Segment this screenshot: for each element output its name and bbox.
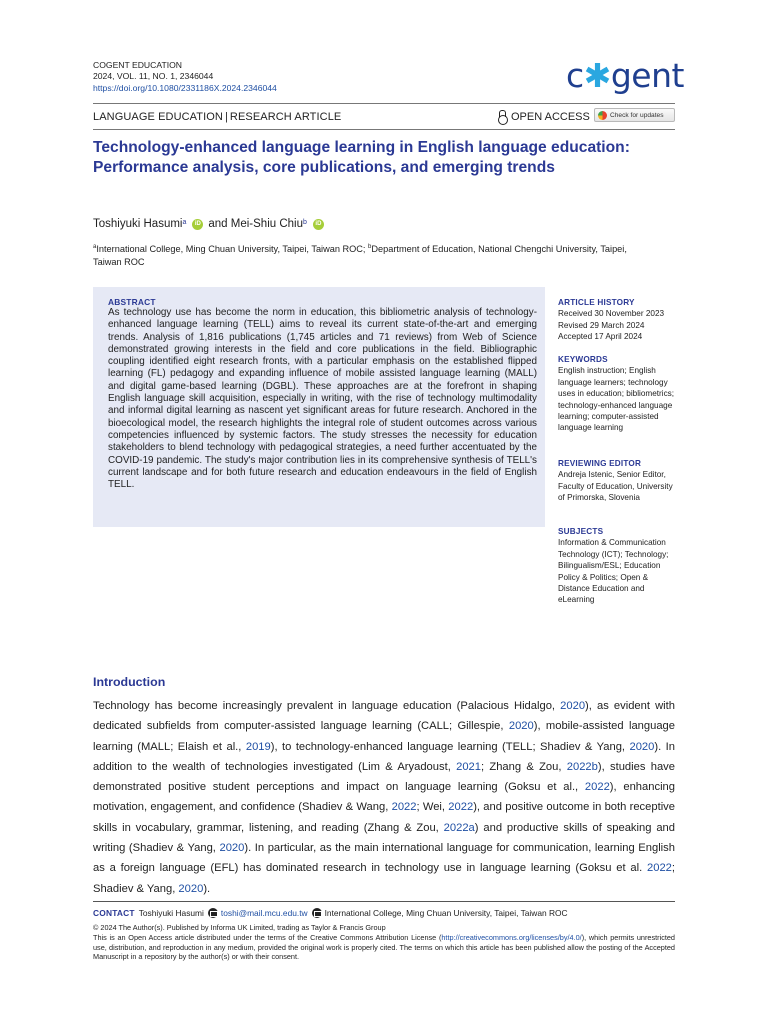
- logo-text-start: c: [566, 56, 584, 95]
- crossmark-icon: [598, 111, 607, 120]
- author-2-affil-mark: b: [303, 218, 307, 226]
- license-link[interactable]: http://creativecommons.org/licenses/by/4.0/: [441, 932, 582, 942]
- footer-rule: [93, 901, 675, 902]
- intro-text-segment: ).: [203, 882, 211, 895]
- introduction-heading: Introduction: [93, 675, 166, 689]
- citation-link[interactable]: 2019: [245, 740, 271, 753]
- author-2[interactable]: and Mei-Shiu Chiu: [208, 218, 303, 230]
- citation-link[interactable]: 2020: [629, 740, 655, 753]
- affil-b-mark: b: [368, 244, 372, 250]
- affiliations: [93, 241, 653, 268]
- citation-link[interactable]: 2022: [647, 862, 672, 875]
- affil-b: Department of Education, National Chengchi University, Taipei, Taiwan ROC: [93, 244, 627, 267]
- citation-link[interactable]: 2020: [219, 842, 245, 855]
- journal-issue: 2024, VOL. 11, NO. 1, 2346044: [93, 71, 214, 82]
- subjects-list: Information & Communication Technology (ICT); Technology; Bilingualism/ESL; Education Policy & Politics; Open & Distance Education and eLearning: [558, 538, 669, 605]
- keywords-heading: KEYWORDS: [558, 355, 608, 364]
- journal-name: COGENT EDUCATION: [93, 60, 182, 70]
- logo-dot-icon: ✱: [583, 56, 611, 95]
- license-text-start: This is an Open Access article distributed under the terms of the Creative Commons Attribution License (: [93, 932, 442, 942]
- intro-text-segment: Technology has become increasingly prevalent in language education (Palacious Hidalgo,: [93, 700, 561, 712]
- author-line: [93, 218, 329, 230]
- intro-text-segment: ), enhancing motivation, engagement, and confidence (Shadiev & Wang,: [93, 781, 675, 814]
- email-icon: [208, 908, 218, 918]
- reviewing-editor-block: [558, 458, 678, 504]
- abstract-text: As technology use has become the norm in education, this bibliometric analysis of technology-enhanced language learning (TELL) aims to reveal its current state-of-the-art and emerging trends. Analysis of 1,816 publications (1,745 articles and 71 reviews) from Web of Science demonstrated growing interests in the field and core publications in the field. Bibliographic coupling identified eight research fronts, with a particular emphasis on the established flipped learning (FL) pedagogy and expanding influence of mobile assisted language learning (MALL) and digital game-based learning (DGBL). These approaches are at the forefront in shaping English language skill acquisition, especially in writing, with the rise of technology multimodality and informal digital learning as nascent yet significant areas for future research. Anchored in the bioecological model, the research highlights the integral role of student outcomes across various competencies influenced by systemic factors. The study stresses the necessity for education stakeholders to blend technology with pedagogical strategies, a need further accentuated by the COVID-19 pandemic. The study's major contribution lies in its comprehensive synthesis of TELL's current landscape and for both future research and education endeavours in the field of English TELL.: [108, 307, 537, 491]
- citation-link[interactable]: 2020: [178, 882, 204, 895]
- intro-text-segment: ; Shadiev & Yang,: [93, 862, 675, 895]
- contact-line: [93, 908, 568, 918]
- subjects-heading: SUBJECTS: [558, 527, 604, 536]
- history-heading: ARTICLE HISTORY: [558, 298, 635, 307]
- doi-link[interactable]: https://doi.org/10.1080/2331186X.2024.2346044: [93, 82, 277, 93]
- article-section: [93, 111, 341, 123]
- citation-link[interactable]: 2022: [584, 781, 610, 794]
- keywords-list: English instruction; English language learners; technology uses in education; bibliometrics; technology-enhanced language learning; computer-assisted language learning: [558, 366, 675, 433]
- citation-link[interactable]: 2022a: [443, 821, 475, 834]
- license-text-end: ), which permits unrestricted use, distribution, and reproduction in any medium, provided the original work is properly cited. The terms on which this article has been published allow the posting of the Accepted Manuscript in a repository by the author(s) or with their consent.: [93, 932, 675, 962]
- citation-link[interactable]: 2020: [560, 700, 586, 712]
- intro-text-segment: ), to technology-enhanced language learning (TELL; Shadiev & Yang,: [270, 740, 630, 753]
- open-access-badge: [497, 110, 590, 123]
- check-updates-label: Check for updates: [610, 111, 664, 119]
- intro-text-segment: ). In addition to the wealth of technologies investigated (Lim & Aryadoust,: [93, 740, 675, 773]
- affil-a: International College, Ming Chuan University, Taipei, Taiwan ROC;: [96, 244, 369, 255]
- revised-date: Revised 29 March 2024: [558, 320, 645, 330]
- open-access-icon: [497, 110, 507, 123]
- citation-link[interactable]: 2021: [456, 760, 481, 773]
- abstract-heading: ABSTRACT: [108, 297, 156, 307]
- intro-text-segment: ; Zhang & Zou,: [480, 760, 567, 773]
- header-rule-bottom: [93, 129, 675, 130]
- citation-link[interactable]: 2022b: [566, 760, 598, 773]
- orcid-icon[interactable]: iD: [313, 219, 324, 230]
- article-history: [558, 297, 678, 343]
- article-type: RESEARCH ARTICLE: [229, 111, 342, 123]
- intro-text-segment: ), as evident with dedicated subfields from computer-assisted language learning (CALL; Gillespie,: [93, 700, 675, 733]
- journal-meta: [93, 60, 277, 94]
- contact-name: Toshiyuki Hasumi: [138, 908, 204, 918]
- check-for-updates-button[interactable]: [594, 108, 675, 122]
- section-name: LANGUAGE EDUCATION: [93, 111, 223, 123]
- header-rule-top: [93, 103, 675, 104]
- open-access-label: OPEN ACCESS: [511, 110, 590, 123]
- orcid-icon[interactable]: iD: [192, 219, 203, 230]
- copyright-notice: [93, 923, 675, 962]
- introduction-text: [93, 696, 675, 899]
- affil-a-mark: a: [93, 244, 97, 250]
- accepted-date: Accepted 17 April 2024: [558, 332, 643, 342]
- citation-link[interactable]: 2022: [391, 801, 417, 814]
- intro-text-segment: ; Wei,: [416, 801, 449, 814]
- subjects-block: [558, 526, 678, 606]
- received-date: Received 30 November 2023: [558, 309, 665, 319]
- intro-text-segment: ), mobile-assisted language learning (MALL; Elaish et al.,: [93, 720, 676, 753]
- intro-text-segment: ). In particular, as the main international language for communication, learning English as a foreign language (EFL) has dominated research in technology use in language learning (Goksu et al.: [93, 842, 675, 875]
- contact-email[interactable]: toshi@mail.mcu.edu.tw: [220, 908, 308, 918]
- logo-text-end: gent: [610, 56, 684, 95]
- author-1[interactable]: Toshiyuki Hasumi: [93, 218, 183, 230]
- citation-link[interactable]: 2022: [448, 801, 474, 814]
- editor-name: Andreja Istenic, Senior Editor, Faculty of Education, University of Primorska, Slovenia: [558, 470, 673, 503]
- keywords-block: [558, 354, 678, 434]
- section-separator: |: [224, 111, 228, 123]
- address-icon: [312, 908, 322, 918]
- contact-label: CONTACT: [93, 908, 135, 918]
- license-text: [93, 933, 675, 962]
- contact-address: International College, Ming Chuan University, Taipei, Taiwan ROC: [324, 908, 568, 918]
- editor-heading: REVIEWING EDITOR: [558, 459, 642, 468]
- intro-text-segment: ) and productive skills of speaking and writing (Shadiev & Yang,: [93, 821, 675, 855]
- cogent-logo: [566, 58, 684, 94]
- author-1-affil-mark: a: [182, 218, 187, 226]
- citation-link[interactable]: 2020: [508, 720, 534, 733]
- intro-text-segment: ), and positive outcome in both receptive skills in vocabulary, grammar, listening, and reading (Zhang & Zou,: [93, 801, 675, 834]
- intro-text-segment: ), studies have demonstrated positive student perceptions and impact on language learning (Goksu et al.,: [93, 760, 675, 794]
- article-title: Technology-enhanced language learning in English language education: Performance analysis, core publications, and emerging trends: [93, 139, 630, 176]
- copyright-line: © 2024 The Author(s). Published by Informa UK Limited, trading as Taylor & Francis Group: [93, 923, 386, 932]
